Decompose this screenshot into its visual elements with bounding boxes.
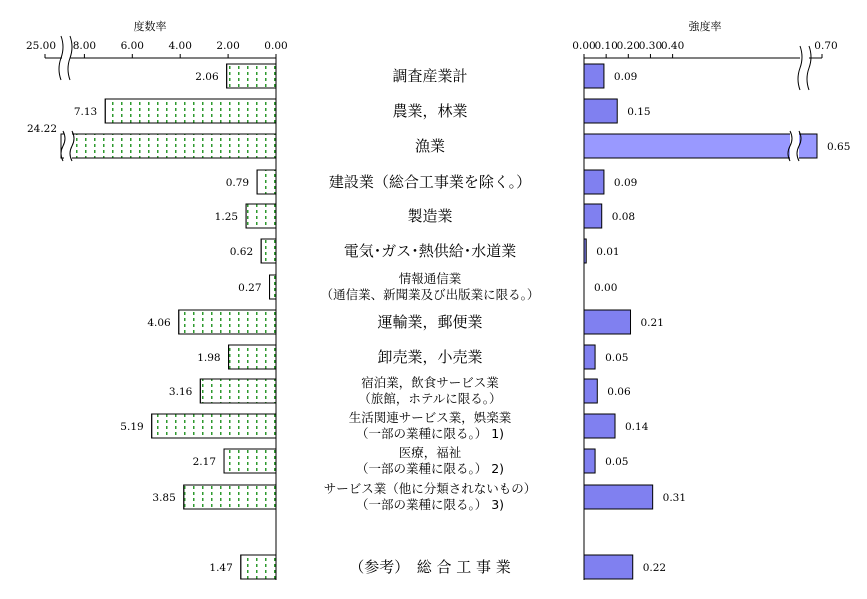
frequency-value-label: 24.22 — [26, 123, 58, 135]
category-label: 卸売業，小売業 — [377, 348, 483, 366]
severity-value-label: 0.15 — [627, 106, 651, 118]
severity-bar — [584, 64, 604, 88]
frequency-value-label: 2.06 — [195, 71, 219, 83]
frequency-bar — [241, 555, 276, 579]
category-label-line: サービス業（他に分類されないもの） — [323, 481, 537, 496]
category-label: 運輸業，郵便業 — [377, 313, 483, 331]
severity-value-label: 0.21 — [640, 317, 664, 329]
severity-value-label: 0.31 — [662, 492, 687, 504]
severity-value-label: 0.05 — [605, 352, 629, 364]
left-tick-label: 0.00 — [264, 40, 288, 52]
severity-rate-title: 強度率 — [688, 20, 722, 33]
category-label: （参考） 総 合 工 事 業 — [349, 558, 511, 576]
severity-bar — [584, 134, 817, 158]
severity-value-label: 0.00 — [594, 282, 618, 294]
left-tick-label: 6.00 — [120, 40, 144, 52]
left-tick-label: 8.00 — [72, 40, 97, 52]
severity-bar — [584, 99, 617, 123]
left-tick-label: 2.00 — [216, 40, 240, 52]
category-label-line: （通信業、新聞業及び出版業に限る。） — [320, 287, 540, 302]
severity-value-label: 0.05 — [605, 456, 629, 468]
frequency-bar — [200, 379, 276, 403]
category-label-line: （一部の業種に限る。） 3) — [355, 497, 505, 512]
category-label: 製造業 — [407, 207, 453, 225]
frequency-bar — [184, 485, 276, 509]
severity-bar — [584, 239, 586, 263]
frequency-value-label: 1.98 — [197, 352, 221, 364]
right-tick-label: 0.20 — [616, 40, 640, 52]
severity-bar — [584, 555, 633, 579]
severity-value-label: 0.01 — [596, 246, 620, 258]
frequency-bar — [229, 345, 276, 369]
frequency-bar — [105, 99, 276, 123]
category-label-line: 情報通信業 — [398, 271, 462, 286]
category-label: 電気･ガス･熱供給･水道業 — [343, 242, 517, 260]
frequency-value-label: 2.17 — [192, 456, 217, 468]
category-label: 漁業 — [414, 137, 446, 155]
severity-value-label: 0.08 — [611, 211, 636, 223]
right-tick-label: 0.00 — [572, 40, 596, 52]
frequency-value-label: 0.62 — [229, 246, 254, 258]
frequency-value-label: 1.25 — [214, 211, 239, 223]
left-tick-label: 25.00 — [25, 40, 57, 52]
right-tick-label: 0.70 — [814, 40, 838, 52]
severity-bar — [584, 379, 597, 403]
severity-value-label: 0.14 — [625, 421, 649, 433]
severity-bar — [584, 449, 595, 473]
category-label: 調査産業計 — [392, 67, 468, 85]
frequency-value-label: 7.13 — [73, 106, 98, 118]
severity-bar — [584, 345, 595, 369]
category-label-line: （一部の業種に限る。） 1) — [355, 426, 505, 441]
frequency-value-label: 5.19 — [120, 421, 144, 433]
left-tick-label: 4.00 — [168, 40, 192, 52]
right-tick-label: 0.10 — [594, 40, 618, 52]
frequency-bar — [179, 310, 276, 334]
severity-bar — [584, 310, 631, 334]
category-label-line: 生活関連サービス業，娯楽業 — [348, 410, 512, 425]
severity-bar — [584, 485, 653, 509]
category-label-line: 医療，福祉 — [398, 445, 462, 460]
frequency-value-label: 1.47 — [209, 562, 233, 574]
frequency-value-label: 4.06 — [147, 317, 171, 329]
right-tick-label: 0.40 — [660, 40, 685, 52]
frequency-bar — [257, 170, 276, 194]
frequency-bar — [152, 414, 276, 438]
right-tick-label: 0.30 — [638, 40, 663, 52]
severity-value-label: 0.22 — [642, 562, 667, 574]
severity-bar — [584, 170, 604, 194]
category-label-line: （一部の業種に限る。） 2) — [355, 461, 505, 476]
frequency-value-label: 3.85 — [152, 492, 176, 504]
category-label: 建設業（総合工事業を除く。） — [328, 173, 532, 191]
severity-value-label: 0.09 — [613, 71, 638, 83]
frequency-bar — [261, 239, 276, 263]
frequency-bar — [270, 275, 276, 299]
frequency-bar — [61, 134, 276, 158]
frequency-value-label: 0.27 — [238, 282, 262, 294]
severity-value-label: 0.65 — [827, 141, 851, 153]
severity-value-label: 0.06 — [607, 386, 631, 398]
category-label-line: （旅館，ホテルに限る。） — [358, 391, 502, 406]
category-label-line: 宿泊業，飲食サービス業 — [361, 375, 499, 390]
severity-value-label: 0.09 — [613, 177, 638, 189]
frequency-value-label: 3.16 — [168, 386, 193, 398]
category-label: 農業，林業 — [392, 102, 468, 120]
severity-bar — [584, 204, 602, 228]
frequency-value-label: 0.79 — [225, 177, 250, 189]
frequency-bar — [227, 64, 276, 88]
frequency-bar — [224, 449, 276, 473]
frequency-bar — [246, 204, 276, 228]
frequency-rate-title: 度数率 — [133, 20, 167, 33]
category-labels — [321, 67, 540, 576]
severity-bar — [584, 414, 615, 438]
